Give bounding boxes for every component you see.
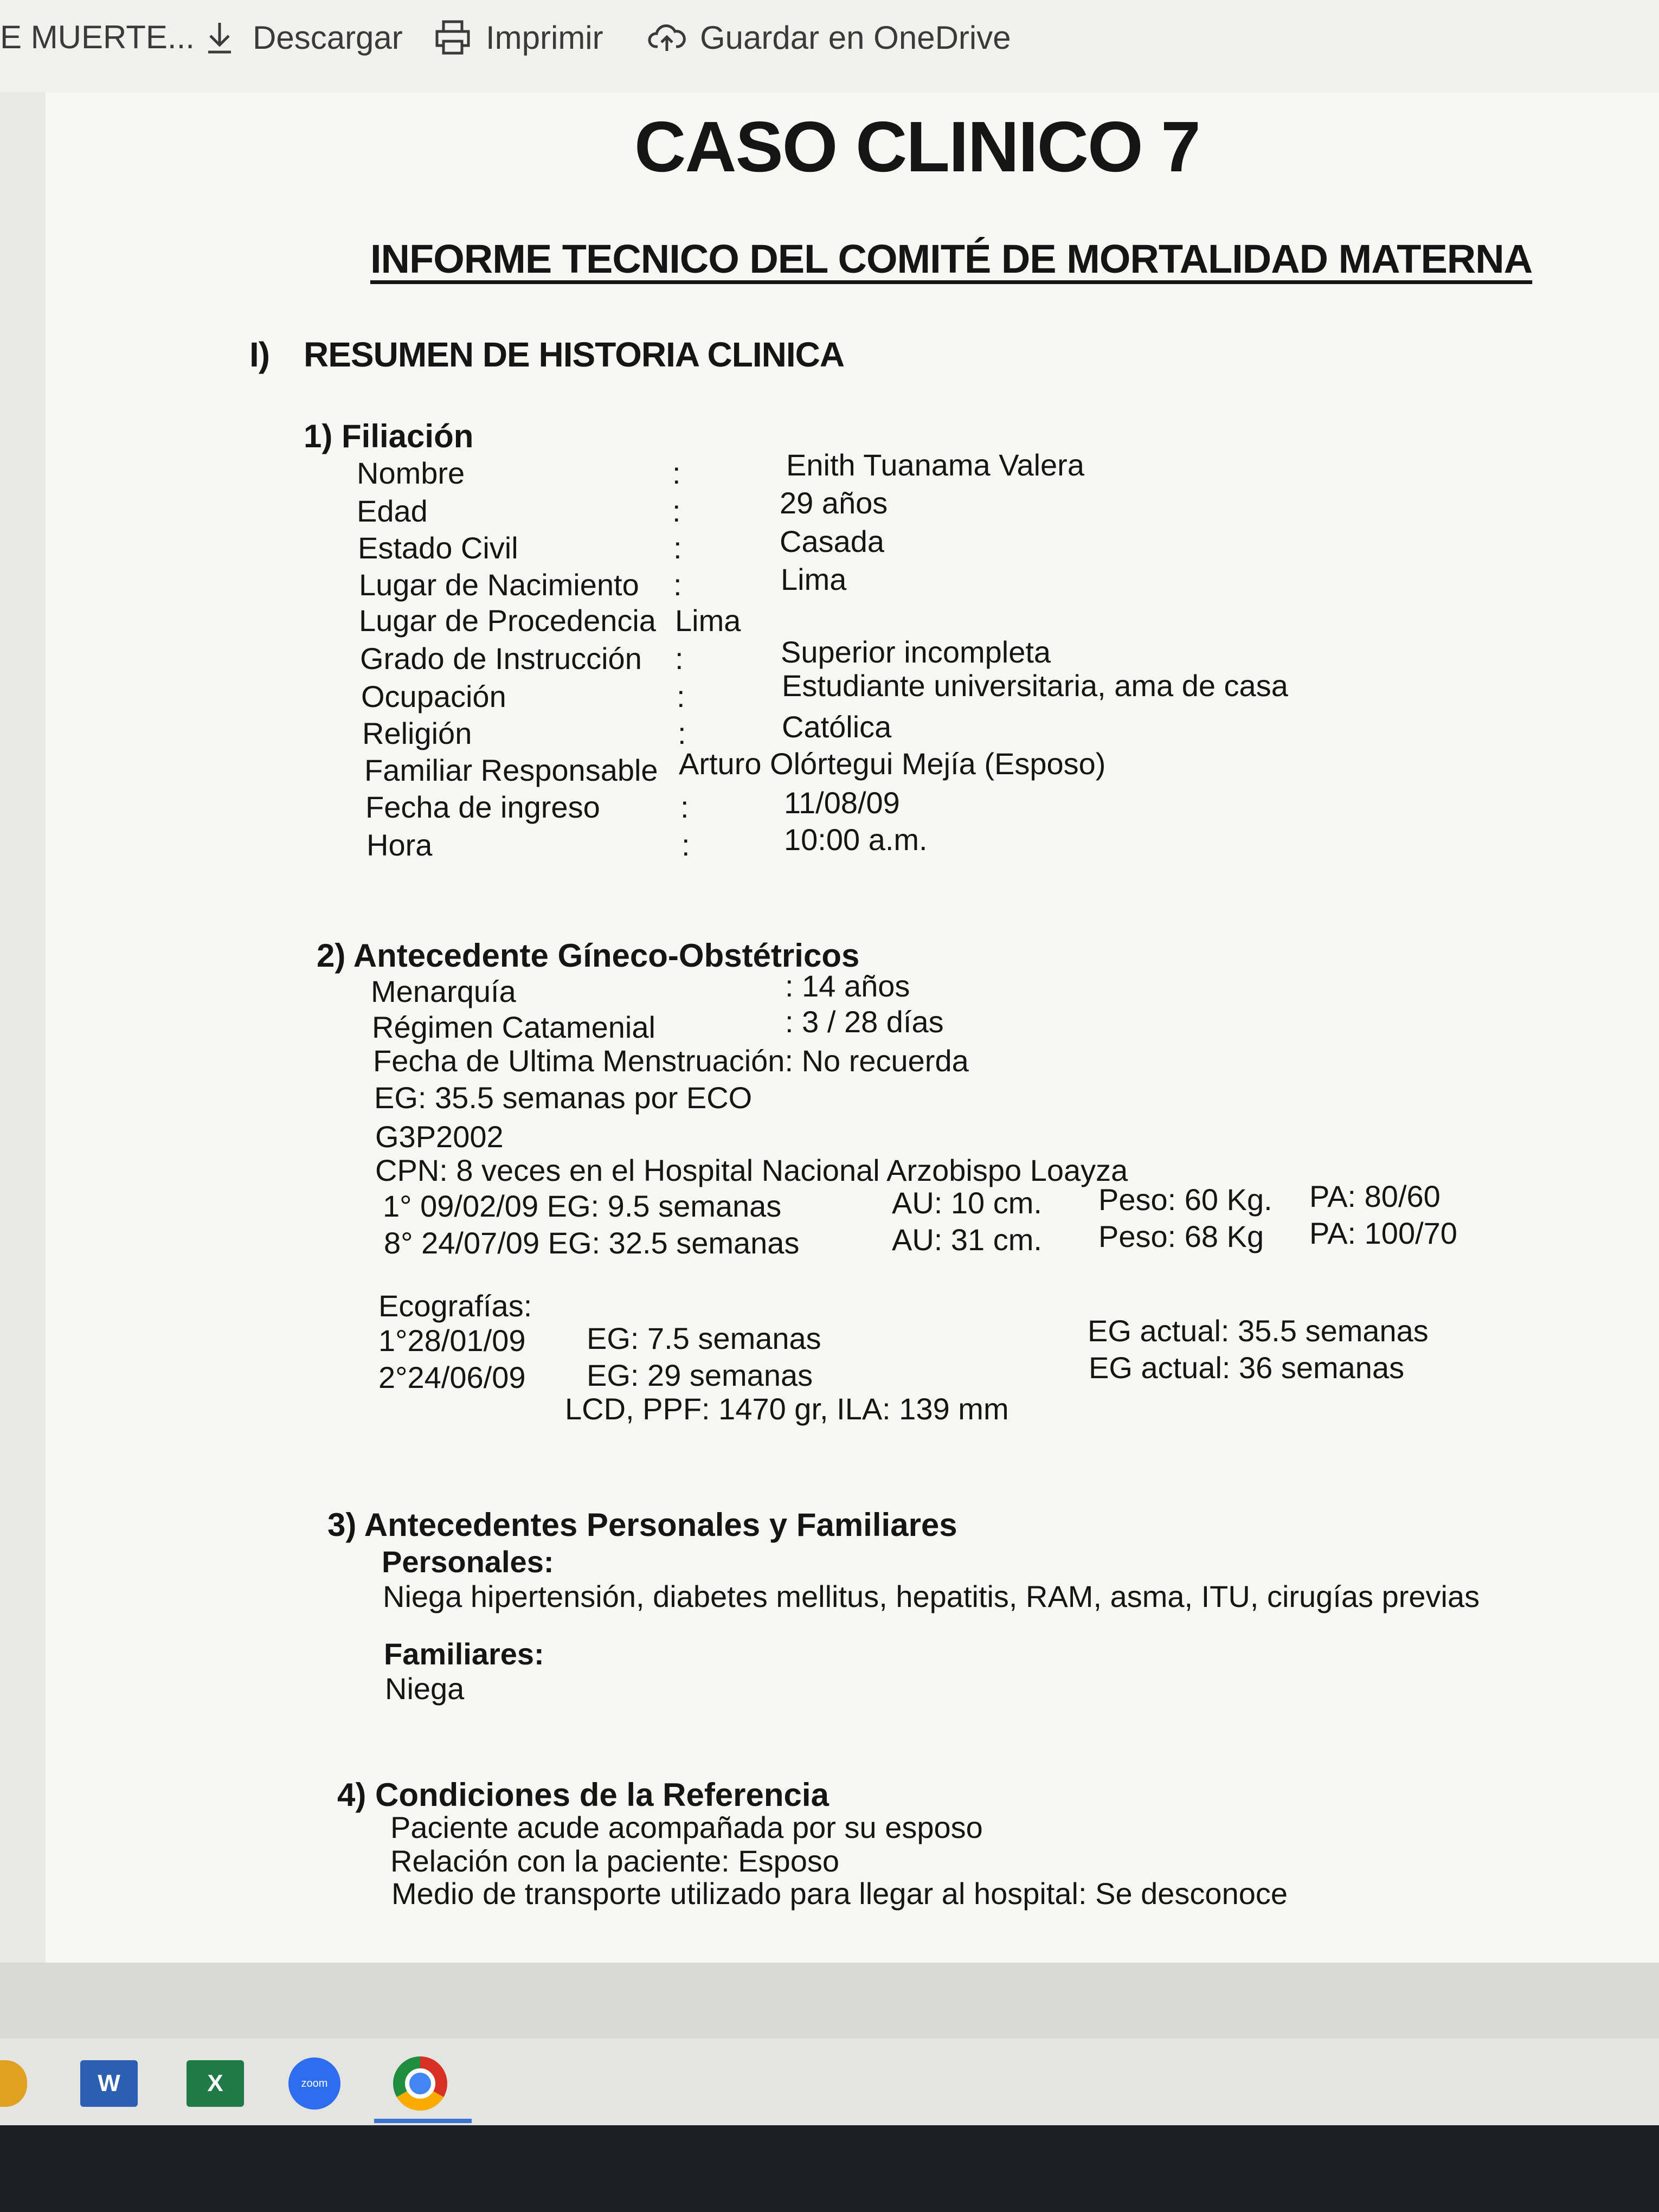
field-value: Estudiante universitaria, ama de casa xyxy=(782,668,1288,703)
field-separator: : xyxy=(672,456,681,490)
cpn-line: CPN: 8 veces en el Hospital Nacional Arzobispo Loayza xyxy=(375,1153,1128,1187)
word-icon-letter: W xyxy=(98,2070,120,2097)
field-value: Enith Tuanama Valera xyxy=(786,448,1084,482)
document-name-label: E MUERTE... xyxy=(0,19,195,55)
regimen-value: : 3 / 28 días xyxy=(785,1005,944,1039)
print-label: Imprimir xyxy=(486,19,603,56)
cpn-row-peso: Peso: 60 Kg. xyxy=(1098,1182,1272,1217)
field-separator: : xyxy=(680,790,689,824)
chrome-icon[interactable] xyxy=(393,2056,447,2111)
ecografias-label: Ecografías: xyxy=(378,1289,532,1323)
cpn-row-au: AU: 31 cm. xyxy=(892,1223,1042,1257)
field-separator: : xyxy=(677,679,685,713)
regimen-label: Régimen Catamenial xyxy=(372,1010,655,1044)
field-value: Casada xyxy=(780,524,885,558)
field-separator: : xyxy=(673,531,682,565)
field-value: 10:00 a.m. xyxy=(784,822,928,857)
word-icon[interactable] xyxy=(80,2060,138,2107)
field-value: Arturo Olórtegui Mejía (Esposo) xyxy=(679,747,1106,781)
eco-note: LCD, PPF: 1470 gr, ILA: 139 mm xyxy=(565,1392,1009,1426)
referencia-line: Medio de transporte utilizado para llegar al hospital: Se desconoce xyxy=(391,1876,1288,1911)
menarquia-value: : 14 años xyxy=(785,969,910,1003)
document-subtitle: INFORME TECNICO DEL COMITÉ DE MORTALIDAD MATERNA xyxy=(370,236,1533,281)
field-label: Edad xyxy=(357,494,428,528)
field-label: Fecha de ingreso xyxy=(365,790,600,824)
chrome-active-indicator xyxy=(374,2119,472,2123)
download-label: Descargar xyxy=(253,19,403,56)
windows-taskbar xyxy=(0,2039,1659,2125)
document-title: CASO CLINICO 7 xyxy=(634,107,1200,187)
field-label: Ocupación xyxy=(361,679,506,713)
viewer-toolbar xyxy=(0,0,1659,92)
cpn-row-pa: PA: 100/70 xyxy=(1309,1216,1457,1250)
field-separator: : xyxy=(675,641,684,676)
excel-icon[interactable] xyxy=(187,2060,244,2107)
referencia-line: Relación con la paciente: Esposo xyxy=(390,1844,840,1878)
field-label: Nombre xyxy=(357,456,465,490)
cpn-row-au: AU: 10 cm. xyxy=(892,1186,1042,1220)
personales-text: Niega hipertensión, diabetes mellitus, hepatitis, RAM, asma, ITU, cirugías previas xyxy=(383,1579,1480,1613)
eco-row-eg: EG: 29 semanas xyxy=(587,1358,813,1392)
field-label: Grado de Instrucción xyxy=(360,641,642,676)
save-onedrive-label: Guardar en OneDrive xyxy=(700,19,1011,56)
field-value: Superior incompleta xyxy=(781,635,1051,669)
document-name[interactable] xyxy=(0,18,195,56)
zoom-icon-label: zoom xyxy=(301,2077,328,2089)
filiacion-heading: 1) Filiación xyxy=(304,418,474,454)
familiares-label: Familiares: xyxy=(384,1637,544,1671)
field-separator: : xyxy=(681,828,690,862)
eco-row-eg-actual: EG actual: 36 semanas xyxy=(1089,1351,1405,1385)
page-left-margin xyxy=(0,92,46,1963)
cpn-row-eg: 8° 24/07/09 EG: 32.5 semanas xyxy=(384,1226,800,1260)
field-label: Religión xyxy=(362,716,472,750)
eco-row-date: 1°28/01/09 xyxy=(378,1323,526,1358)
monitor-bezel xyxy=(0,2125,1659,2212)
personales-label: Personales: xyxy=(382,1545,554,1579)
print-button[interactable] xyxy=(434,18,603,56)
section-heading: RESUMEN DE HISTORIA CLINICA xyxy=(304,335,845,374)
field-separator: : xyxy=(673,568,682,602)
field-label: Hora xyxy=(366,828,433,862)
save-onedrive-button[interactable] xyxy=(648,18,1011,56)
cpn-row-peso: Peso: 68 Kg xyxy=(1098,1219,1264,1253)
referencia-heading: 4) Condiciones de la Referencia xyxy=(337,1777,829,1813)
zoom-icon[interactable] xyxy=(288,2057,340,2110)
gravidity-line: G3P2002 xyxy=(375,1120,504,1154)
gineco-heading: 2) Antecedente Gíneco-Obstétricos xyxy=(317,937,860,974)
fum-line: Fecha de Ultima Menstruación: No recuerda xyxy=(373,1044,969,1078)
field-label: Estado Civil xyxy=(358,531,518,565)
eco-row-eg-actual: EG actual: 35.5 semanas xyxy=(1088,1314,1429,1348)
cpn-row-eg: 1° 09/02/09 EG: 9.5 semanas xyxy=(383,1189,782,1223)
section-number: I) xyxy=(249,335,270,374)
field-label: Familiar Responsable xyxy=(364,753,658,787)
referencia-line: Paciente acude acompañada por su esposo xyxy=(390,1810,983,1844)
familiares-text: Niega xyxy=(385,1671,465,1706)
cloud-upload-icon xyxy=(648,18,686,56)
cpn-row-pa: PA: 80/60 xyxy=(1309,1179,1441,1213)
eco-row-date: 2°24/06/09 xyxy=(378,1360,526,1394)
field-separator: : xyxy=(672,494,681,528)
download-icon xyxy=(201,18,239,56)
field-value: Lima xyxy=(781,562,847,596)
download-button[interactable] xyxy=(201,18,403,56)
field-value: 11/08/09 xyxy=(784,786,900,820)
chrome-icon-center xyxy=(405,2068,435,2099)
menarquia-label: Menarquía xyxy=(371,974,516,1008)
field-value: Lima xyxy=(675,603,741,638)
field-value: Católica xyxy=(782,710,892,744)
antecedentes-heading: 3) Antecedentes Personales y Familiares xyxy=(327,1507,957,1543)
printer-icon xyxy=(434,18,472,56)
eco-row-eg: EG: 7.5 semanas xyxy=(587,1321,821,1355)
field-separator: : xyxy=(678,716,686,750)
field-value: 29 años xyxy=(780,486,888,520)
field-label: Lugar de Procedencia xyxy=(359,603,656,638)
eg-line: EG: 35.5 semanas por ECO xyxy=(374,1081,753,1115)
viewer-bottom-area xyxy=(0,1963,1659,2039)
excel-icon-letter: X xyxy=(207,2070,223,2097)
field-label: Lugar de Nacimiento xyxy=(359,568,639,602)
